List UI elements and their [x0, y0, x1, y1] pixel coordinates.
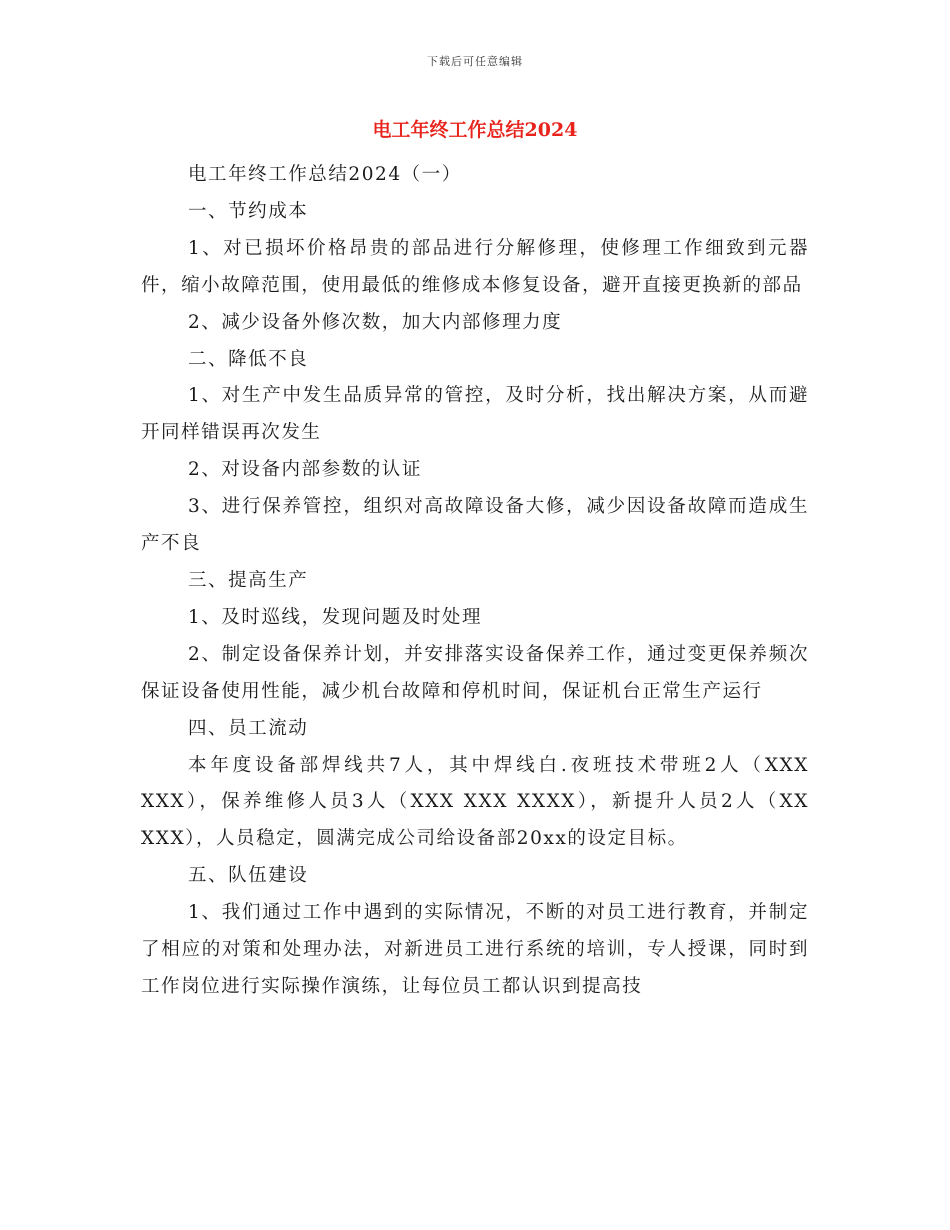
subsection-heading: 四、员工流动 — [188, 717, 309, 739]
paragraph: 本年度设备部焊线共7人，其中焊线白.夜班技术带班2人（XXX XXX），保养维修人员3人（XXX XXX XXXX），新提升人员2人（XX XXX），人员稳定，圆满完成公司给设备部20xx的设定目标。 — [141, 754, 809, 850]
paragraph: 2、对设备内部参数的认证 — [188, 459, 422, 481]
paragraph: 1、我们通过工作中遇到的实际情况，不断的对员工进行教育，并制定了相应的对策和处理办法，对新进员工进行系统的培训，专人授课，同时到工作岗位进行实际操作演练，让每位员工都认识到提高技 — [141, 902, 809, 997]
paragraph: 2、制定设备保养计划，并安排落实设备保养工作，通过变更保养频次保证设备使用性能，减少机台故障和停机时间，保证机台正常生产运行 — [141, 643, 809, 702]
paragraph: 1、对已损坏价格昂贵的部品进行分解修理，使修理工作细致到元器件，缩小故障范围，使用最低的维修成本修复设备，避开直接更换新的部品 — [141, 237, 809, 296]
page-header-note: 下载后可任意编辑 — [427, 55, 523, 68]
paragraph: 3、进行保养管控，组织对高故障设备大修，减少因设备故障而造成生产不良 — [141, 496, 809, 555]
subsection-heading: 二、降低不良 — [188, 348, 309, 370]
subsection-heading: 五、队伍建设 — [188, 865, 309, 887]
document-body — [141, 157, 809, 1006]
subsection-heading: 三、提高生产 — [188, 569, 309, 591]
paragraph: 2、减少设备外修次数，加大内部修理力度 — [188, 311, 563, 333]
document-title: 电工年终工作总结2024 — [372, 119, 578, 141]
section-heading: 电工年终工作总结2024（一） — [188, 164, 462, 185]
paragraph: 1、及时巡线，发现问题及时处理 — [188, 606, 483, 628]
paragraph: 1、对生产中发生品质异常的管控，及时分析，找出解决方案，从而避开同样错误再次发生 — [141, 385, 809, 444]
subsection-heading: 一、节约成本 — [188, 200, 309, 222]
